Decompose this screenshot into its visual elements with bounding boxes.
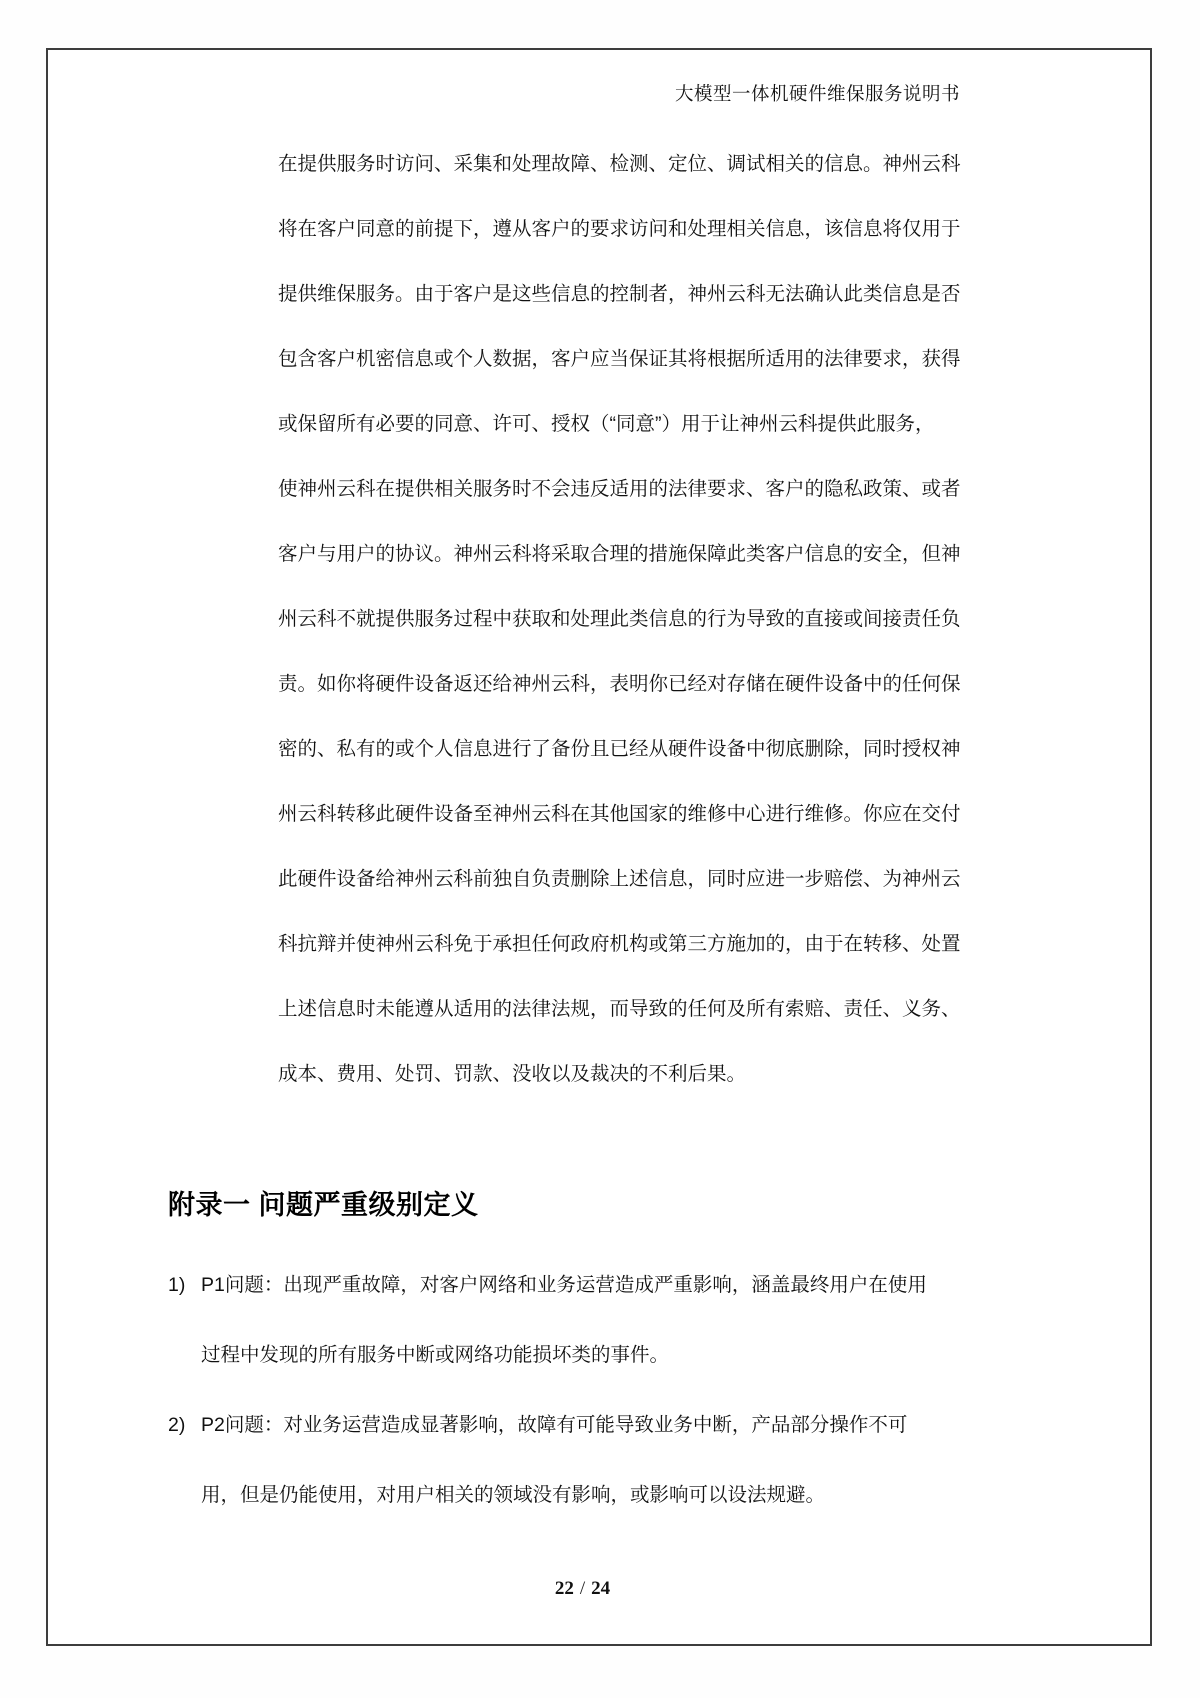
paragraph-line: 科抗辩并使神州云科免于承担任何政府机构或第三方施加的，由于在转移、处置 <box>278 933 961 955</box>
page-number-separator: / <box>579 1578 586 1599</box>
list-marker: 1) <box>168 1274 186 1296</box>
list-item-p2 <box>168 1390 968 1530</box>
list-item-line: P2问题：对业务运营造成显著影响，故障有可能导致业务中断，产品部分操作不可 <box>201 1414 908 1436</box>
paragraph-line: 上述信息时未能遵从适用的法律法规，而导致的任何及所有索赔、责任、义务、 <box>278 998 961 1020</box>
paragraph-line: 客户与用户的协议。神州云科将采取合理的措施保障此类客户信息的安全，但神 <box>278 543 961 565</box>
paragraph-line: 将在客户同意的前提下，遵从客户的要求访问和处理相关信息，该信息将仅用于 <box>278 218 961 240</box>
appendix-heading: 附录一 问题严重级别定义 <box>168 1190 479 1220</box>
list-item-text <box>201 1390 968 1530</box>
list-marker: 2) <box>168 1414 186 1436</box>
list-item-line: 用，但是仍能使用，对用户相关的领域没有影响，或影响可以设法规避。 <box>201 1484 826 1506</box>
paragraph-line: 提供维保服务。由于客户是这些信息的控制者，神州云科无法确认此类信息是否 <box>278 283 961 305</box>
paragraph-line: 密的、私有的或个人信息进行了备份且已经从硬件设备中彻底删除，同时授权神 <box>278 738 961 760</box>
header-title: 大模型一体机硬件维保服务说明书 <box>674 85 960 105</box>
paragraph-line: 此硬件设备给神州云科前独自负责删除上述信息，同时应进一步赔偿、为神州云 <box>278 868 961 890</box>
paragraph-line: 或保留所有必要的同意、许可、授权（“同意”）用于让神州云科提供此服务， <box>278 413 935 435</box>
paragraph-line: 包含客户机密信息或个人数据，客户应当保证其将根据所适用的法律要求，获得 <box>278 348 961 370</box>
list-item-p1 <box>168 1250 968 1390</box>
list-item-line: 过程中发现的所有服务中断或网络功能损坏类的事件。 <box>201 1344 670 1366</box>
list-item-line: P1问题：出现严重故障，对客户网络和业务运营造成严重影响，涵盖最终用户在使用 <box>201 1274 927 1296</box>
page-number-current: 22 <box>554 1578 574 1599</box>
page-number-total: 24 <box>591 1578 611 1599</box>
paragraph-line: 成本、费用、处罚、罚款、没收以及裁决的不利后果。 <box>278 1063 747 1085</box>
severity-definition-list <box>168 1250 968 1530</box>
list-item-text <box>201 1250 968 1390</box>
paragraph-line: 州云科转移此硬件设备至神州云科在其他国家的维修中心进行维修。你应在交付 <box>278 803 961 825</box>
paragraph-line: 州云科不就提供服务过程中获取和处理此类信息的行为导致的直接或间接责任负 <box>278 608 961 630</box>
paragraph-line: 使神州云科在提供相关服务时不会违反适用的法律要求、客户的隐私政策、或者 <box>278 478 961 500</box>
page-footer <box>0 1578 1165 1600</box>
privacy-paragraph <box>278 132 961 1107</box>
paragraph-line: 责。如你将硬件设备返还给神州云科，表明你已经对存储在硬件设备中的任何保 <box>278 673 961 695</box>
paragraph-line: 在提供服务时访问、采集和处理故障、检测、定位、调试相关的信息。神州云科 <box>278 153 961 175</box>
